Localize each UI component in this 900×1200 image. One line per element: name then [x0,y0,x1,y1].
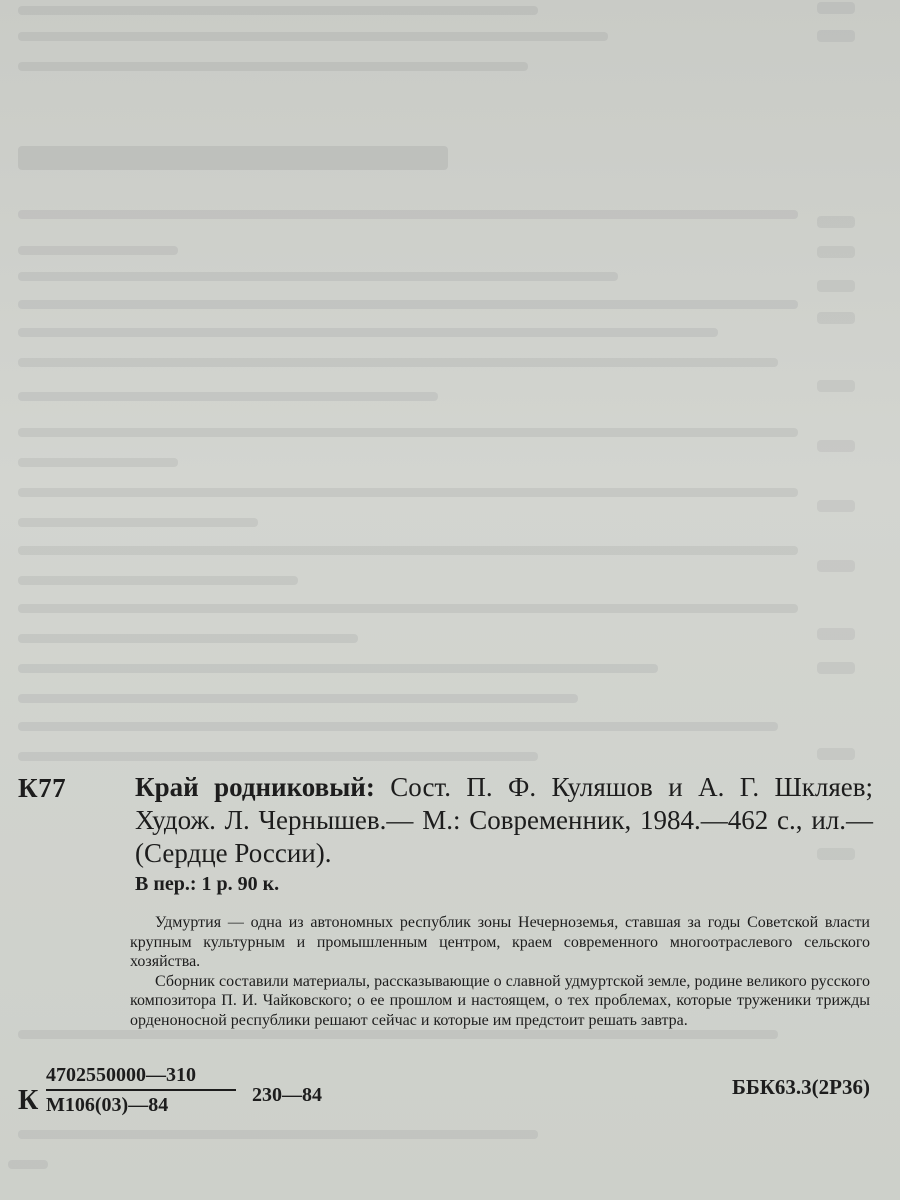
index-letter: К [18,1085,39,1116]
serial-number: 230—84 [252,1084,322,1106]
annotation-paragraph: Удмуртия — одна из автономных республик зоны Нечерноземья, ставшая за годы Советской власти крупным культурным и промышленным центром, краем современного многоотраслевого сельского хозяйства. [130,914,870,970]
book-title: Край родниковый: [135,772,375,802]
fraction-numerator: 4702550000—310 [46,1064,236,1091]
annotation [130,913,870,1030]
bbk-code: ББК63.3(2Р36) [731,1075,870,1099]
annotation-paragraph: Сборник составили материалы, рассказывающие о славной удмуртской земле, родине великого русского композитора П. И. Чайковского; о ее прошлом и настоящем, о тех проблемах, которые труженики трижды орденоносной республики решают сейчас и которые им предстоит решать завтра. [130,972,870,1029]
price-line: В пер.: 1 р. 90 к. [135,873,280,895]
catalog-code: К77 [18,773,67,803]
bibliographic-details: Сост. П. Ф. Куляшов и А. Г. Шкляев; Худож. Л. Чернышев.— М.: Современник, 1984.—462 с., ил.— (Сердце России). [135,772,873,868]
index-fraction [46,1064,236,1117]
fraction-denominator: М106(03)—84 [46,1094,169,1116]
bibliographic-description [135,771,873,870]
